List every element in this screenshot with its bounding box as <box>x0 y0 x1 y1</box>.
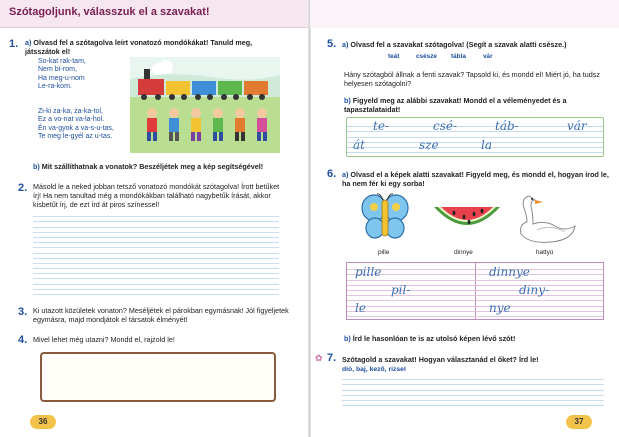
question-5b-instruction <box>344 96 608 114</box>
question-1b-label: b) <box>33 162 40 171</box>
hand-dinnye: dinnye <box>489 265 530 279</box>
hand-row1-tab: táb- <box>495 119 519 133</box>
train-children-illustration <box>130 57 280 153</box>
page-title: Szótagoljunk, válasszuk el a szavakat! <box>9 6 210 18</box>
word-tabla: tábla <box>451 53 466 60</box>
word-teat: teát <box>388 53 400 60</box>
word-var: vár <box>483 53 493 60</box>
question-7-number: 7. <box>327 352 337 364</box>
question-6-number: 6. <box>327 168 337 180</box>
page-number-right: 37 <box>566 415 592 429</box>
question-1-number: 1. <box>9 38 19 50</box>
question-4-text: Mivel lehet még utazni? Mondd el, rajzold le! <box>33 335 175 344</box>
question-7-text <box>342 355 608 364</box>
hand-le: le <box>355 301 366 315</box>
hand-pille: pille <box>355 265 382 279</box>
hand-row2-sze: sze <box>419 138 439 152</box>
hand-pil: pil- <box>391 283 411 297</box>
question-6b-label: b) <box>344 334 351 343</box>
question-6a-instruction <box>342 170 610 188</box>
hand-diny: diny- <box>519 283 550 297</box>
question-5-number: 5. <box>327 38 337 50</box>
header-banner <box>0 0 309 28</box>
page-number-left: 36 <box>30 415 56 429</box>
writing-lines-q2[interactable] <box>33 212 279 295</box>
hand-nye: nye <box>489 301 511 315</box>
picture-label-dinnye: dinnye <box>454 249 473 256</box>
question-5a-text: Olvasd fel a szavakat szótagolva! (Segít a szavak alatti csésze.) <box>350 40 567 49</box>
hand-row1-var: vár <box>567 119 587 133</box>
question-5b-text: Figyeld meg az alábbi szavakat! Mondd el a véleményedet és a tapasztalataidat! <box>344 96 567 114</box>
question-3-number: 3. <box>18 306 28 318</box>
question-7-instruction: Szótagold a szavakat! Hogyan választanád el őket? Írd le! <box>342 355 539 364</box>
question-6a-text: Olvasd el a képek alatti szavakat! Figyeld meg, és mondd el, hogyan írod le, ha nem fér ki egy sorba! <box>342 170 609 188</box>
question-6b-instruction <box>344 334 608 343</box>
question-2-number: 2. <box>18 182 28 194</box>
hand-row2-la: la <box>481 138 492 152</box>
swan-illustration <box>515 190 577 246</box>
drawing-box[interactable] <box>40 352 276 402</box>
question-4-number: 4. <box>18 334 28 346</box>
question-1b-text: Mit szállíthatnak a vonatok? Beszéljétek meg a kép segítségével! <box>41 162 264 171</box>
writing-lines-q7[interactable] <box>342 375 604 406</box>
handwriting-guides-q6 <box>347 265 603 317</box>
question-5-question: Hány szótagból állnak a fenti szavak? Tapsold ki, és mondd el! Miért jó, ha tudsz helyesen szótagolni? <box>344 70 600 88</box>
question-3-text: Ki utazott közületek vonaton? Meséljétek el párokban egymásnak! Jól figyeljetek egymásra, majd mondjátok el társatok élményét! <box>33 306 289 324</box>
right-top-band <box>310 0 619 28</box>
rhyme-1: So-kat rak-tam, Nem bí-rom, Ha meg-u-nom Le-ra-kom. <box>38 58 86 91</box>
picture-label-hattyu: hattyú <box>536 249 554 256</box>
question-6a-label: a) <box>342 170 349 179</box>
left-page <box>0 0 309 437</box>
question-1a-label: a) <box>25 38 32 47</box>
word-csesze: csésze <box>416 53 437 60</box>
picture-label-pille: pille <box>378 249 390 256</box>
question-1b-instruction <box>33 162 293 171</box>
hand-row1-te: te- <box>373 119 389 133</box>
hand-row1-cse: csé- <box>433 119 458 133</box>
question-5a-instruction <box>342 40 607 49</box>
question-7-words: dió, baj, kező, rizsel <box>342 366 406 373</box>
handwriting-box-q5 <box>346 117 604 157</box>
question-5a-label: a) <box>342 40 349 49</box>
question-6b-text: Írd le hasonlóan te is az utolsó képen lévő szót! <box>352 334 516 343</box>
question-1a-text: Olvasd fel a szótagolva leírt vonatozó mondókákat! Tanuld meg, játsszátok el! <box>25 38 253 56</box>
watermelon-illustration <box>432 203 502 237</box>
question-1a-instruction <box>25 38 283 56</box>
handwriting-box-q6 <box>346 262 604 320</box>
flower-icon: ✿ <box>315 353 323 363</box>
right-page <box>310 0 619 437</box>
question-5b-label: b) <box>344 96 351 105</box>
rhyme-2: Zi-ki za-ka, za-ka-tol, Ez a vo-nat va-la-hol. Én va-gyok a va-s-u-tas, Te meg le-gyél az u-tas. <box>38 108 114 141</box>
hand-row2-at: át <box>353 138 365 152</box>
butterfly-illustration <box>360 192 410 242</box>
question-2-text: Másold le a neked jobban tetsző vonatozó mondókát szótagolva! Írott betűket írj! Ha nem tanultad még a mondókákban található nagybetűk írását, akkor kisbetűt írj, de ezt írd át piros színessel! <box>33 182 280 209</box>
